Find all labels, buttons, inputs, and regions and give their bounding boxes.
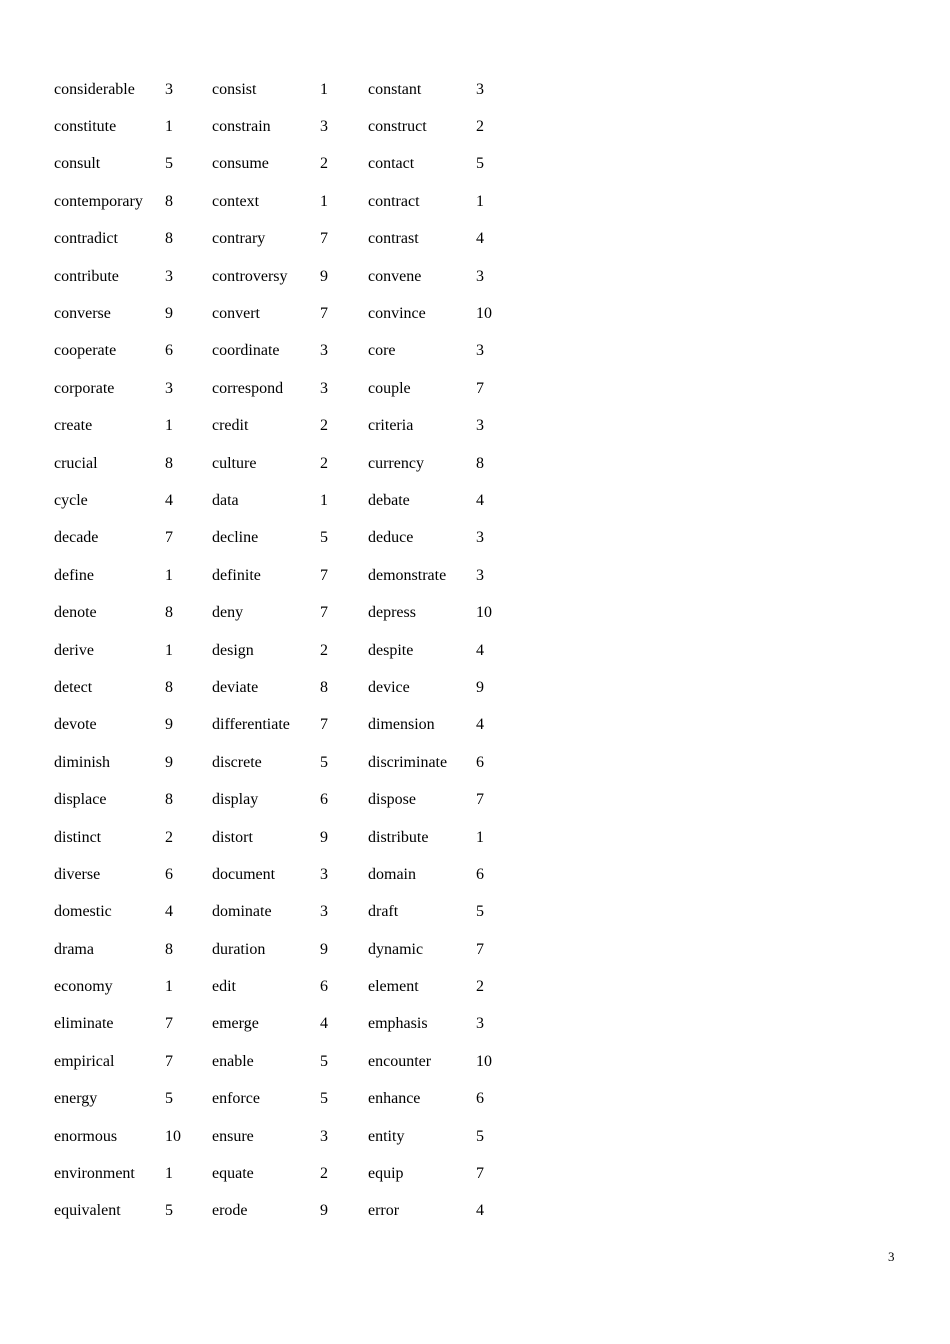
sublist-number-cell: 6	[476, 865, 484, 883]
word-cell: contrary	[212, 230, 266, 248]
sublist-number-cell: 9	[320, 940, 328, 958]
sublist-number-cell: 4	[165, 491, 173, 509]
word-cell: considerable	[54, 80, 135, 98]
word-cell: crucial	[54, 454, 98, 472]
sublist-number-cell: 10	[476, 1052, 492, 1070]
word-cell: decline	[212, 529, 259, 547]
sublist-number-cell: 8	[476, 454, 484, 472]
word-cell: constrain	[212, 118, 271, 136]
word-cell: constitute	[54, 118, 117, 136]
word-cell: decade	[54, 529, 99, 547]
word-cell: design	[212, 641, 254, 659]
word-cell: error	[368, 1202, 400, 1220]
table-row	[54, 557, 516, 594]
word-cell: discriminate	[368, 753, 448, 771]
sublist-number-cell: 6	[320, 791, 328, 809]
table-row	[54, 146, 516, 183]
word-cell: diminish	[54, 753, 111, 771]
sublist-number-cell: 7	[476, 791, 484, 809]
sublist-number-cell: 3	[476, 80, 484, 98]
sublist-number-cell: 3	[476, 529, 484, 547]
word-cell: consist	[212, 80, 257, 98]
sublist-number-cell: 7	[476, 940, 484, 958]
sublist-number-cell: 1	[165, 417, 173, 435]
table-row	[54, 968, 516, 1005]
sublist-number-cell: 1	[165, 641, 173, 659]
word-cell: credit	[212, 417, 249, 435]
sublist-number-cell: 2	[165, 828, 173, 846]
word-cell: equip	[368, 1165, 404, 1183]
sublist-number-cell: 9	[165, 716, 173, 734]
word-cell: distribute	[368, 828, 429, 846]
sublist-number-cell: 4	[476, 641, 484, 659]
sublist-number-cell: 5	[320, 1090, 328, 1108]
table-row	[54, 1155, 516, 1192]
word-cell: contract	[368, 192, 420, 210]
word-cell: contribute	[54, 267, 119, 285]
sublist-number-cell: 2	[320, 1165, 328, 1183]
word-cell: domestic	[54, 903, 112, 921]
sublist-number-cell: 7	[320, 566, 328, 584]
word-cell: create	[54, 417, 93, 435]
sublist-number-cell: 4	[165, 903, 173, 921]
sublist-number-cell: 7	[165, 529, 173, 547]
word-cell: consume	[212, 155, 269, 173]
sublist-number-cell: 1	[476, 192, 484, 210]
word-cell: eliminate	[54, 1015, 114, 1033]
word-cell: contrast	[368, 230, 419, 248]
word-cell: enormous	[54, 1127, 118, 1145]
sublist-number-cell: 1	[165, 118, 173, 136]
sublist-number-cell: 1	[165, 1165, 173, 1183]
sublist-number-cell: 8	[165, 454, 173, 472]
word-cell: displace	[54, 791, 107, 809]
sublist-number-cell: 8	[165, 791, 173, 809]
word-cell: contradict	[54, 230, 118, 248]
word-cell: core	[368, 342, 396, 360]
word-cell: controversy	[212, 267, 288, 285]
word-cell: emerge	[212, 1015, 259, 1033]
word-cell: deduce	[368, 529, 414, 547]
word-cell: convene	[368, 267, 422, 285]
sublist-number-cell: 7	[320, 305, 328, 323]
word-cell: contact	[368, 155, 415, 173]
sublist-number-cell: 1	[320, 491, 328, 509]
sublist-number-cell: 9	[165, 753, 173, 771]
word-cell: convert	[212, 305, 260, 323]
word-cell: define	[54, 566, 94, 584]
table-row	[54, 520, 516, 557]
sublist-number-cell: 5	[476, 1127, 484, 1145]
table-row	[54, 333, 516, 370]
table-row	[54, 1193, 516, 1230]
word-cell: edit	[212, 978, 236, 996]
sublist-number-cell: 4	[476, 491, 484, 509]
word-cell: converse	[54, 305, 111, 323]
word-cell: enhance	[368, 1090, 421, 1108]
sublist-number-cell: 3	[320, 379, 328, 397]
sublist-number-cell: 9	[320, 1202, 328, 1220]
sublist-number-cell: 6	[476, 1090, 484, 1108]
word-cell: draft	[368, 903, 399, 921]
table-row	[54, 71, 516, 108]
word-list-body	[54, 71, 516, 1230]
table-row	[54, 408, 516, 445]
word-cell: distinct	[54, 828, 102, 846]
word-cell: data	[212, 491, 239, 509]
table-row	[54, 108, 516, 145]
word-cell: corporate	[54, 379, 115, 397]
sublist-number-cell: 5	[165, 155, 173, 173]
word-cell: domain	[368, 865, 416, 883]
sublist-number-cell: 4	[320, 1015, 328, 1033]
word-cell: denote	[54, 604, 97, 622]
sublist-number-cell: 6	[165, 342, 173, 360]
word-cell: document	[212, 865, 276, 883]
sublist-number-cell: 7	[320, 716, 328, 734]
word-list-table	[54, 71, 516, 1230]
table-row	[54, 183, 516, 220]
sublist-number-cell: 3	[476, 417, 484, 435]
table-row	[54, 445, 516, 482]
word-cell: consult	[54, 155, 101, 173]
sublist-number-cell: 3	[165, 379, 173, 397]
sublist-number-cell: 8	[165, 192, 173, 210]
sublist-number-cell: 7	[476, 1165, 484, 1183]
sublist-number-cell: 7	[165, 1015, 173, 1033]
sublist-number-cell: 9	[165, 305, 173, 323]
word-cell: encounter	[368, 1052, 432, 1070]
table-row	[54, 1006, 516, 1043]
sublist-number-cell: 3	[476, 1015, 484, 1033]
word-cell: enable	[212, 1052, 254, 1070]
table-row	[54, 856, 516, 893]
word-cell: contemporary	[54, 192, 143, 210]
sublist-number-cell: 8	[165, 230, 173, 248]
table-row	[54, 370, 516, 407]
sublist-number-cell: 2	[320, 641, 328, 659]
sublist-number-cell: 5	[320, 753, 328, 771]
sublist-number-cell: 5	[165, 1202, 173, 1220]
word-cell: differentiate	[212, 716, 290, 734]
table-row	[54, 258, 516, 295]
table-row	[54, 931, 516, 968]
sublist-number-cell: 3	[165, 80, 173, 98]
sublist-number-cell: 6	[320, 978, 328, 996]
word-cell: dispose	[368, 791, 416, 809]
word-cell: debate	[368, 491, 410, 509]
word-cell: couple	[368, 379, 411, 397]
sublist-number-cell: 10	[165, 1127, 181, 1145]
word-cell: entity	[368, 1127, 405, 1145]
word-cell: duration	[212, 940, 266, 958]
sublist-number-cell: 2	[320, 417, 328, 435]
sublist-number-cell: 7	[320, 604, 328, 622]
table-row	[54, 669, 516, 706]
sublist-number-cell: 4	[476, 230, 484, 248]
sublist-number-cell: 9	[320, 828, 328, 846]
sublist-number-cell: 2	[320, 155, 328, 173]
sublist-number-cell: 1	[476, 828, 484, 846]
word-cell: demonstrate	[368, 566, 447, 584]
word-cell: correspond	[212, 379, 284, 397]
table-row	[54, 221, 516, 258]
table-row	[54, 594, 516, 631]
sublist-number-cell: 3	[320, 865, 328, 883]
sublist-number-cell: 6	[165, 865, 173, 883]
sublist-number-cell: 1	[165, 978, 173, 996]
word-cell: display	[212, 791, 259, 809]
sublist-number-cell: 3	[320, 118, 328, 136]
sublist-number-cell: 8	[165, 604, 173, 622]
sublist-number-cell: 6	[476, 753, 484, 771]
sublist-number-cell: 9	[320, 267, 328, 285]
sublist-number-cell: 8	[320, 678, 328, 696]
word-cell: deny	[212, 604, 244, 622]
sublist-number-cell: 3	[476, 267, 484, 285]
table-row	[54, 819, 516, 856]
sublist-number-cell: 3	[320, 903, 328, 921]
word-cell: ensure	[212, 1127, 254, 1145]
word-cell: detect	[54, 678, 93, 696]
sublist-number-cell: 3	[320, 342, 328, 360]
word-cell: convince	[368, 305, 426, 323]
word-cell: diverse	[54, 865, 101, 883]
word-cell: dominate	[212, 903, 272, 921]
sublist-number-cell: 10	[476, 604, 492, 622]
sublist-number-cell: 5	[165, 1090, 173, 1108]
sublist-number-cell: 3	[320, 1127, 328, 1145]
sublist-number-cell: 7	[476, 379, 484, 397]
table-row	[54, 744, 516, 781]
word-cell: coordinate	[212, 342, 280, 360]
sublist-number-cell: 2	[476, 978, 484, 996]
word-cell: energy	[54, 1090, 98, 1108]
sublist-number-cell: 3	[165, 267, 173, 285]
sublist-number-cell: 3	[476, 342, 484, 360]
word-cell: distort	[212, 828, 253, 846]
word-cell: element	[368, 978, 419, 996]
word-cell: despite	[368, 641, 414, 659]
word-cell: culture	[212, 454, 257, 472]
word-cell: construct	[368, 118, 427, 136]
table-row	[54, 1043, 516, 1080]
sublist-number-cell: 2	[476, 118, 484, 136]
table-row	[54, 632, 516, 669]
table-row	[54, 894, 516, 931]
table-row	[54, 707, 516, 744]
sublist-number-cell: 10	[476, 305, 492, 323]
sublist-number-cell: 4	[476, 716, 484, 734]
word-cell: empirical	[54, 1052, 115, 1070]
word-cell: depress	[368, 604, 416, 622]
sublist-number-cell: 7	[165, 1052, 173, 1070]
word-cell: enforce	[212, 1090, 260, 1108]
sublist-number-cell: 7	[320, 230, 328, 248]
word-cell: context	[212, 192, 260, 210]
word-cell: discrete	[212, 753, 262, 771]
word-cell: equate	[212, 1165, 254, 1183]
word-cell: dimension	[368, 716, 435, 734]
word-cell: definite	[212, 566, 261, 584]
sublist-number-cell: 9	[476, 678, 484, 696]
word-cell: device	[368, 678, 410, 696]
word-cell: economy	[54, 978, 113, 996]
sublist-number-cell: 4	[476, 1202, 484, 1220]
word-cell: emphasis	[368, 1015, 428, 1033]
sublist-number-cell: 1	[165, 566, 173, 584]
sublist-number-cell: 8	[165, 940, 173, 958]
sublist-number-cell: 2	[320, 454, 328, 472]
word-cell: drama	[54, 940, 94, 958]
word-cell: deviate	[212, 678, 259, 696]
sublist-number-cell: 5	[320, 529, 328, 547]
page-number: 3	[888, 1249, 895, 1264]
word-cell: criteria	[368, 417, 414, 435]
table-row	[54, 781, 516, 818]
sublist-number-cell: 5	[476, 903, 484, 921]
word-cell: environment	[54, 1165, 135, 1183]
table-row	[54, 295, 516, 332]
word-cell: cooperate	[54, 342, 117, 360]
table-row	[54, 1118, 516, 1155]
word-cell: constant	[368, 80, 422, 98]
word-cell: equivalent	[54, 1202, 121, 1220]
word-cell: cycle	[54, 491, 88, 509]
word-cell: erode	[212, 1202, 248, 1220]
word-cell: devote	[54, 716, 97, 734]
sublist-number-cell: 1	[320, 192, 328, 210]
sublist-number-cell: 3	[476, 566, 484, 584]
word-cell: derive	[54, 641, 94, 659]
word-cell: dynamic	[368, 940, 424, 958]
word-cell: currency	[368, 454, 424, 472]
sublist-number-cell: 1	[320, 80, 328, 98]
sublist-number-cell: 5	[320, 1052, 328, 1070]
table-row	[54, 1081, 516, 1118]
sublist-number-cell: 8	[165, 678, 173, 696]
table-row	[54, 482, 516, 519]
sublist-number-cell: 5	[476, 155, 484, 173]
